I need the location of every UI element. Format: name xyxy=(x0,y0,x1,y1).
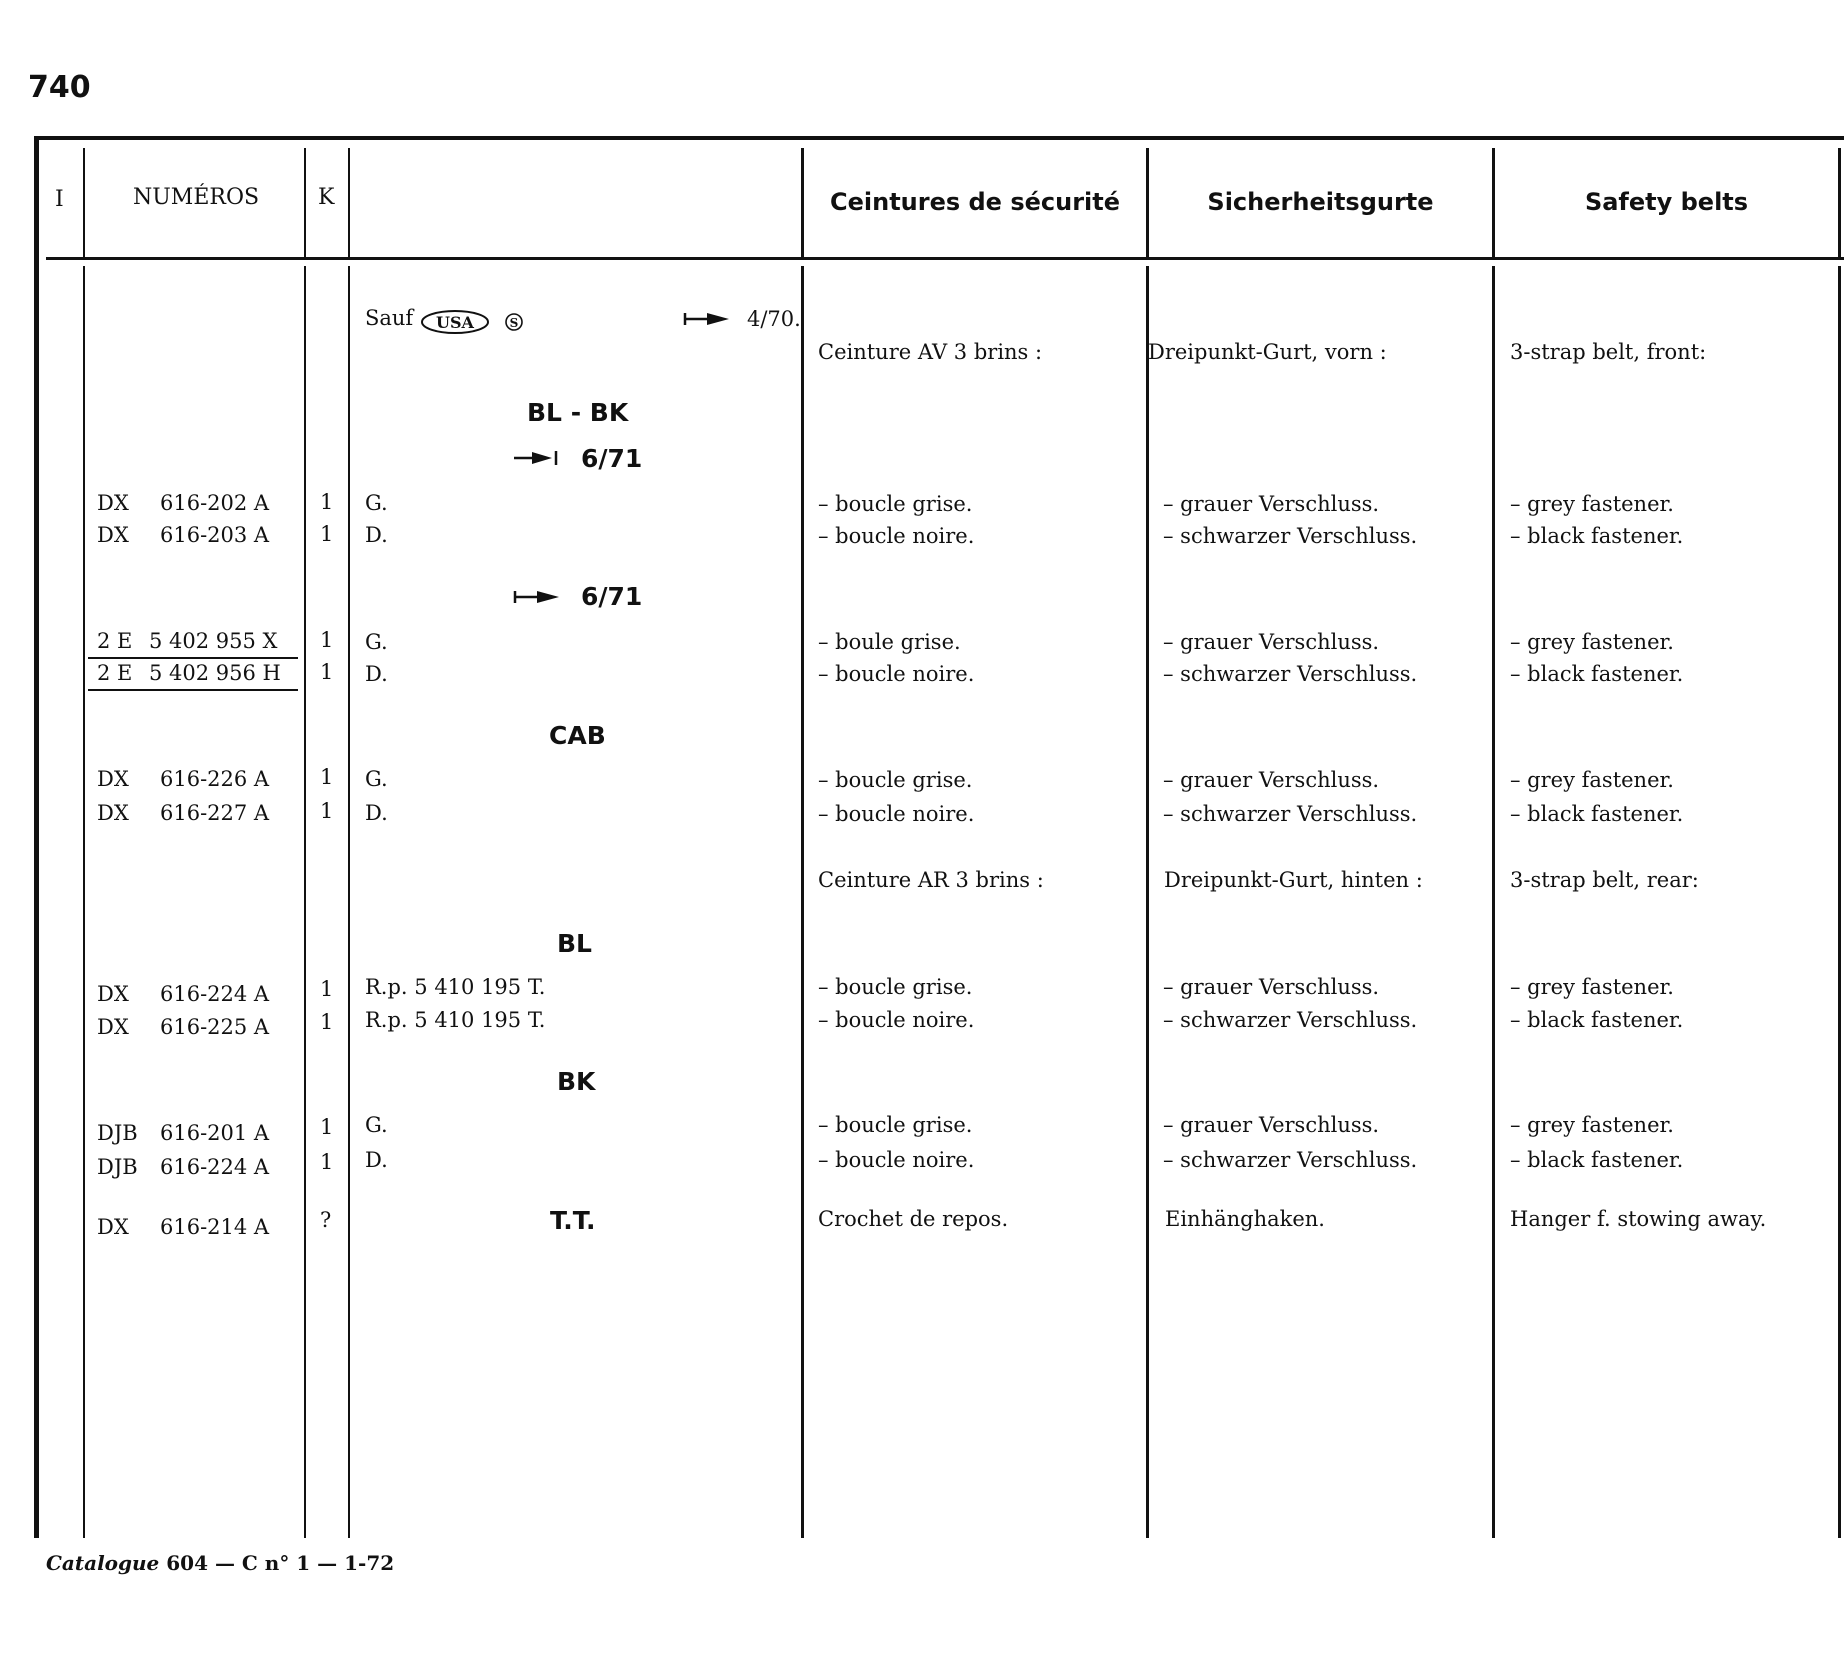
row-11-num: 616-214 A xyxy=(160,1215,270,1239)
header-col-i: I xyxy=(55,187,64,212)
row-6-note: D. xyxy=(365,801,388,825)
header-col-numeros: NUMÉROS xyxy=(133,185,260,210)
s-badge xyxy=(504,312,524,332)
row-5-k: 1 xyxy=(320,765,334,789)
row-1-en: – grey fastener. xyxy=(1510,492,1674,516)
row-9-num: 616-201 A xyxy=(160,1121,270,1145)
row-3-k: 1 xyxy=(320,628,334,652)
row-9-de: – grauer Verschluss. xyxy=(1163,1113,1380,1137)
row-9-note: G. xyxy=(365,1113,388,1137)
row-5-en: – grey fastener. xyxy=(1510,768,1674,792)
group-bl-bk: BL - BK xyxy=(527,398,629,427)
from-arrow-icon xyxy=(683,311,731,327)
row-5-fr: – boucle grise. xyxy=(818,768,973,792)
row-6-en: – black fastener. xyxy=(1510,802,1684,826)
row-8-en: – black fastener. xyxy=(1510,1008,1684,1032)
row-4-prefix: 2 E xyxy=(97,661,133,685)
row-4-k: 1 xyxy=(320,660,334,684)
row-2-de: – schwarzer Verschluss. xyxy=(1163,524,1418,548)
page-number: 740 xyxy=(28,70,91,105)
row-9-en: – grey fastener. xyxy=(1510,1113,1674,1137)
header-col-de: Sicherheitsgurte xyxy=(1207,188,1434,216)
group-bk: BK xyxy=(557,1067,596,1096)
row-3-fr: – boule grise. xyxy=(818,630,961,654)
row-9-fr: – boucle grise. xyxy=(818,1113,973,1137)
until-date: 6/71 xyxy=(581,444,643,473)
row-8-num: 616-225 A xyxy=(160,1015,270,1039)
row-2-en: – black fastener. xyxy=(1510,524,1684,548)
col-line-2b xyxy=(304,266,306,1538)
row-8-k: 1 xyxy=(320,1010,334,1034)
footer-catalogue xyxy=(46,1551,394,1575)
until-arrow-icon xyxy=(512,450,560,466)
row-6-k: 1 xyxy=(320,799,334,823)
intro-fr: Ceinture AV 3 brins : xyxy=(818,340,1043,364)
row-10-fr: – boucle noire. xyxy=(818,1148,975,1172)
col-line-5b xyxy=(1146,266,1149,1538)
col-line-4b xyxy=(801,266,804,1538)
row-6-fr: – boucle noire. xyxy=(818,802,975,826)
row-8-de: – schwarzer Verschluss. xyxy=(1163,1008,1418,1032)
row-3-num: 5 402 955 X xyxy=(149,629,278,653)
usa-label: USA xyxy=(436,313,474,332)
rear-en: 3-strap belt, rear: xyxy=(1510,868,1699,892)
col-line-6b xyxy=(1492,266,1495,1538)
row-4-de: – schwarzer Verschluss. xyxy=(1163,662,1418,686)
row-3-en: – grey fastener. xyxy=(1510,630,1674,654)
usa-oval-icon xyxy=(420,309,490,335)
row-7-num: 616-224 A xyxy=(160,982,270,1006)
row-8-note: R.p. 5 410 195 T. xyxy=(365,1008,546,1032)
footer-catalogue-label: Catalogue xyxy=(46,1551,160,1575)
row-6-num: 616-227 A xyxy=(160,801,270,825)
row-1-num: 616-202 A xyxy=(160,491,270,515)
group-cab: CAB xyxy=(549,721,606,750)
row-8-fr: – boucle noire. xyxy=(818,1008,975,1032)
row-3-prefix: 2 E xyxy=(97,629,133,653)
row-11-fr: Crochet de repos. xyxy=(818,1207,1009,1231)
row-3-underline xyxy=(88,657,298,659)
row-7-note: R.p. 5 410 195 T. xyxy=(365,975,546,999)
group-tt: T.T. xyxy=(550,1206,596,1235)
row-4-note: D. xyxy=(365,662,388,686)
row-9-prefix: DJB xyxy=(97,1121,138,1145)
row-10-prefix: DJB xyxy=(97,1155,138,1179)
left-border xyxy=(34,136,39,1538)
row-3-de: – grauer Verschluss. xyxy=(1163,630,1380,654)
header-col-k: K xyxy=(318,185,335,210)
row-2-num: 616-203 A xyxy=(160,523,270,547)
row-2-prefix: DX xyxy=(97,523,129,547)
row-5-note: G. xyxy=(365,767,388,791)
row-6-de: – schwarzer Verschluss. xyxy=(1163,802,1418,826)
col-line-7 xyxy=(1838,148,1841,258)
row-2-note: D. xyxy=(365,523,388,547)
row-7-de: – grauer Verschluss. xyxy=(1163,975,1380,999)
col-line-3 xyxy=(348,148,350,258)
usa-badge xyxy=(420,309,490,335)
row-10-num: 616-224 A xyxy=(160,1155,270,1179)
row-1-k: 1 xyxy=(320,490,334,514)
row-7-en: – grey fastener. xyxy=(1510,975,1674,999)
header-col-fr: Ceintures de sécurité xyxy=(829,188,1120,216)
row-2-fr: – boucle noire. xyxy=(818,524,975,548)
row-11-prefix: DX xyxy=(97,1215,129,1239)
rear-fr: Ceinture AR 3 brins : xyxy=(818,868,1044,892)
rear-de: Dreipunkt-Gurt, hinten : xyxy=(1164,868,1423,892)
row-7-k: 1 xyxy=(320,977,334,1001)
row-11-k: ? xyxy=(320,1208,332,1232)
row-10-k: 1 xyxy=(320,1150,334,1174)
row-6-prefix: DX xyxy=(97,801,129,825)
col-line-3b xyxy=(348,266,350,1538)
row-4-fr: – boucle noire. xyxy=(818,662,975,686)
intro-sauf: Sauf xyxy=(365,306,414,330)
s-circle-icon xyxy=(504,312,524,332)
row-2-k: 1 xyxy=(320,522,334,546)
row-1-note: G. xyxy=(365,491,388,515)
row-1-de: – grauer Verschluss. xyxy=(1163,492,1380,516)
row-11-de: Einhänghaken. xyxy=(1165,1207,1325,1231)
row-3-note: G. xyxy=(365,630,388,654)
intro-en: 3-strap belt, front: xyxy=(1510,340,1707,364)
row-5-de: – grauer Verschluss. xyxy=(1163,768,1380,792)
col-line-1 xyxy=(83,148,85,258)
footer-catalogue-ref: 604 — C n° 1 — 1-72 xyxy=(166,1551,395,1575)
group-bl: BL xyxy=(557,929,592,958)
row-11-en: Hanger f. stowing away. xyxy=(1510,1207,1767,1231)
row-4-num: 5 402 956 H xyxy=(149,661,281,685)
row-7-prefix: DX xyxy=(97,982,129,1006)
row-5-num: 616-226 A xyxy=(160,767,270,791)
intro-de: Dreipunkt-Gurt, vorn : xyxy=(1148,340,1387,364)
row-4-en: – black fastener. xyxy=(1510,662,1684,686)
col-line-1b xyxy=(83,266,85,1538)
row-10-en: – black fastener. xyxy=(1510,1148,1684,1172)
row-7-fr: – boucle grise. xyxy=(818,975,973,999)
row-8-prefix: DX xyxy=(97,1015,129,1039)
header-col-en: Safety belts xyxy=(1584,188,1749,216)
col-line-7b xyxy=(1838,266,1841,1538)
from-arrow-icon-2 xyxy=(513,589,561,605)
intro-date: 4/70. xyxy=(747,307,801,331)
row-10-note: D. xyxy=(365,1148,388,1172)
row-1-prefix: DX xyxy=(97,491,129,515)
row-10-de: – schwarzer Verschluss. xyxy=(1163,1148,1418,1172)
from-date: 6/71 xyxy=(581,582,643,611)
row-9-k: 1 xyxy=(320,1115,334,1139)
header-rule xyxy=(46,257,1844,260)
top-rule xyxy=(34,136,1844,140)
row-1-fr: – boucle grise. xyxy=(818,492,973,516)
s-mark: S xyxy=(509,316,519,330)
col-line-2 xyxy=(304,148,306,258)
row-5-prefix: DX xyxy=(97,767,129,791)
row-4-underline xyxy=(88,689,298,691)
